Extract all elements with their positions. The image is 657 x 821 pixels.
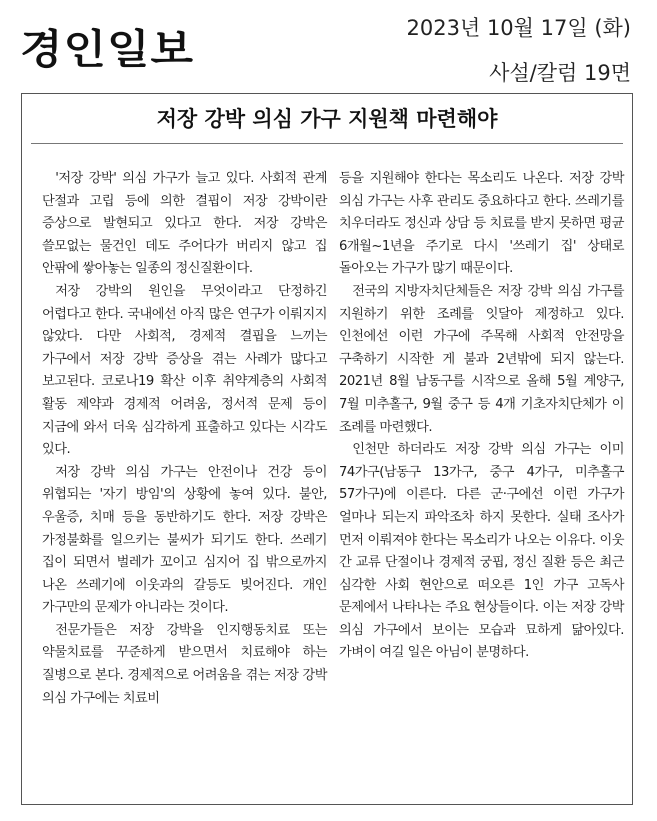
masthead [0,0,657,92]
article-frame [21,93,633,805]
paragraph: 전국의 지방자치단체들은 저장 강박 의심 가구를 지원하기 위한 조례를 잇달아 제정하고 있다. 인천에선 이런 가구에 주목해 사회적 안전망을 구축하기 시작한 게 불과 2년밖에 되지 않는다. 2021년 8월 남동구를 시작으로 올해 5월 계양구, 7월 미추홀구, 9월 중구 등 4개 기초자치단체가 이 조례를 마련했다. [339,283,624,435]
paragraph: 저장 강박의 원인을 무엇이라고 단정하긴 어렵다고 한다. 국내에선 아직 많은 연구가 이뤄지지 않았다. 다만 사회적, 경제적 결핍을 느끼는 가구에서 저장 강박 증상을 겪는 사례가 많다고 보고된다. 코로나19 확산 이후 취약계층의 사회적 활동 제약과 경제적 어려움, 정서적 문제 등이 지금에 와서 더욱 심각하게 표출하고 있다는 시각도 있다. [42,283,327,458]
article-column-right [339,168,624,665]
paragraph: '저장 강박' 의심 가구가 늘고 있다. 사회적 관계 단절과 고립 등에 의한 결핍이 저장 강박이란 증상으로 발현되고 있다고 한다. 저장 강박은 쓸모없는 물건인 데도 주어다가 버리지 않고 집 안팎에 쌓아놓는 일종의 정신질환이다. [42,171,327,277]
section-page-label: 사설/칼럼 19면 [489,61,631,85]
headline-divider [31,143,623,144]
publication-date: 2023년 10월 17일 (화) [406,16,631,40]
paragraph: 인천만 하더라도 저장 강박 의심 가구는 이미 74가구(남동구 13가구, 중구 4가구, 미추홀구 57가구)에 이른다. 다른 군·구에선 이런 가구가 얼마나 되는지 파악조차 하지 못한다. 실태 조사가 먼저 이뤄져야 한다는 목소리가 나오는 이유다. 이웃 간 교류 단절이나 경제적 궁핍, 정신 질환 등은 최근 심각한 사회 현안으로 떠오른 1인 가구 고독사 문제에서 나타나는 주요 현상들이다. 이는 저장 강박 의심 가구에서 보이는 모습과 묘하게 닮아있다. 가벼이 여길 일은 아님이 분명하다. [339,442,624,661]
paragraph: 등을 지원해야 한다는 목소리도 나온다. 저장 강박 의심 가구는 사후 관리도 중요하다고 한다. 쓰레기를 치우더라도 정신과 상담 등 치료를 받지 못하면 평균 6개월~1년을 주기로 다시 '쓰레기 집' 상태로 돌아오는 가구가 많기 때문이다. [339,171,624,277]
article-headline: 저장 강박 의심 가구 지원책 마련해야 [156,107,498,131]
paragraph: 전문가들은 저장 강박을 인지행동치료 또는 약물치료를 꾸준하게 받으면서 치료해야 하는 질병으로 본다. 경제적으로 어려움을 겪는 저장 강박 의심 가구에는 치료비 [42,622,327,706]
paragraph: 저장 강박 의심 가구는 안전이나 건강 등이 위협되는 '자기 방임'의 상황에 놓여 있다. 불안, 우울증, 치매 등을 동반하기도 한다. 저장 강박은 가정불화를 일으키는 불씨가 되기도 한다. 쓰레기 집이 되면서 벌레가 꼬이고 심지어 집 밖으로까지 나온 쓰레기에 이웃과의 갈등도 빚어진다. 개인 가구만의 문제가 아니라는 것이다. [42,464,327,616]
article-column-left [42,168,327,710]
newspaper-logo: 경인일보 [20,26,195,74]
